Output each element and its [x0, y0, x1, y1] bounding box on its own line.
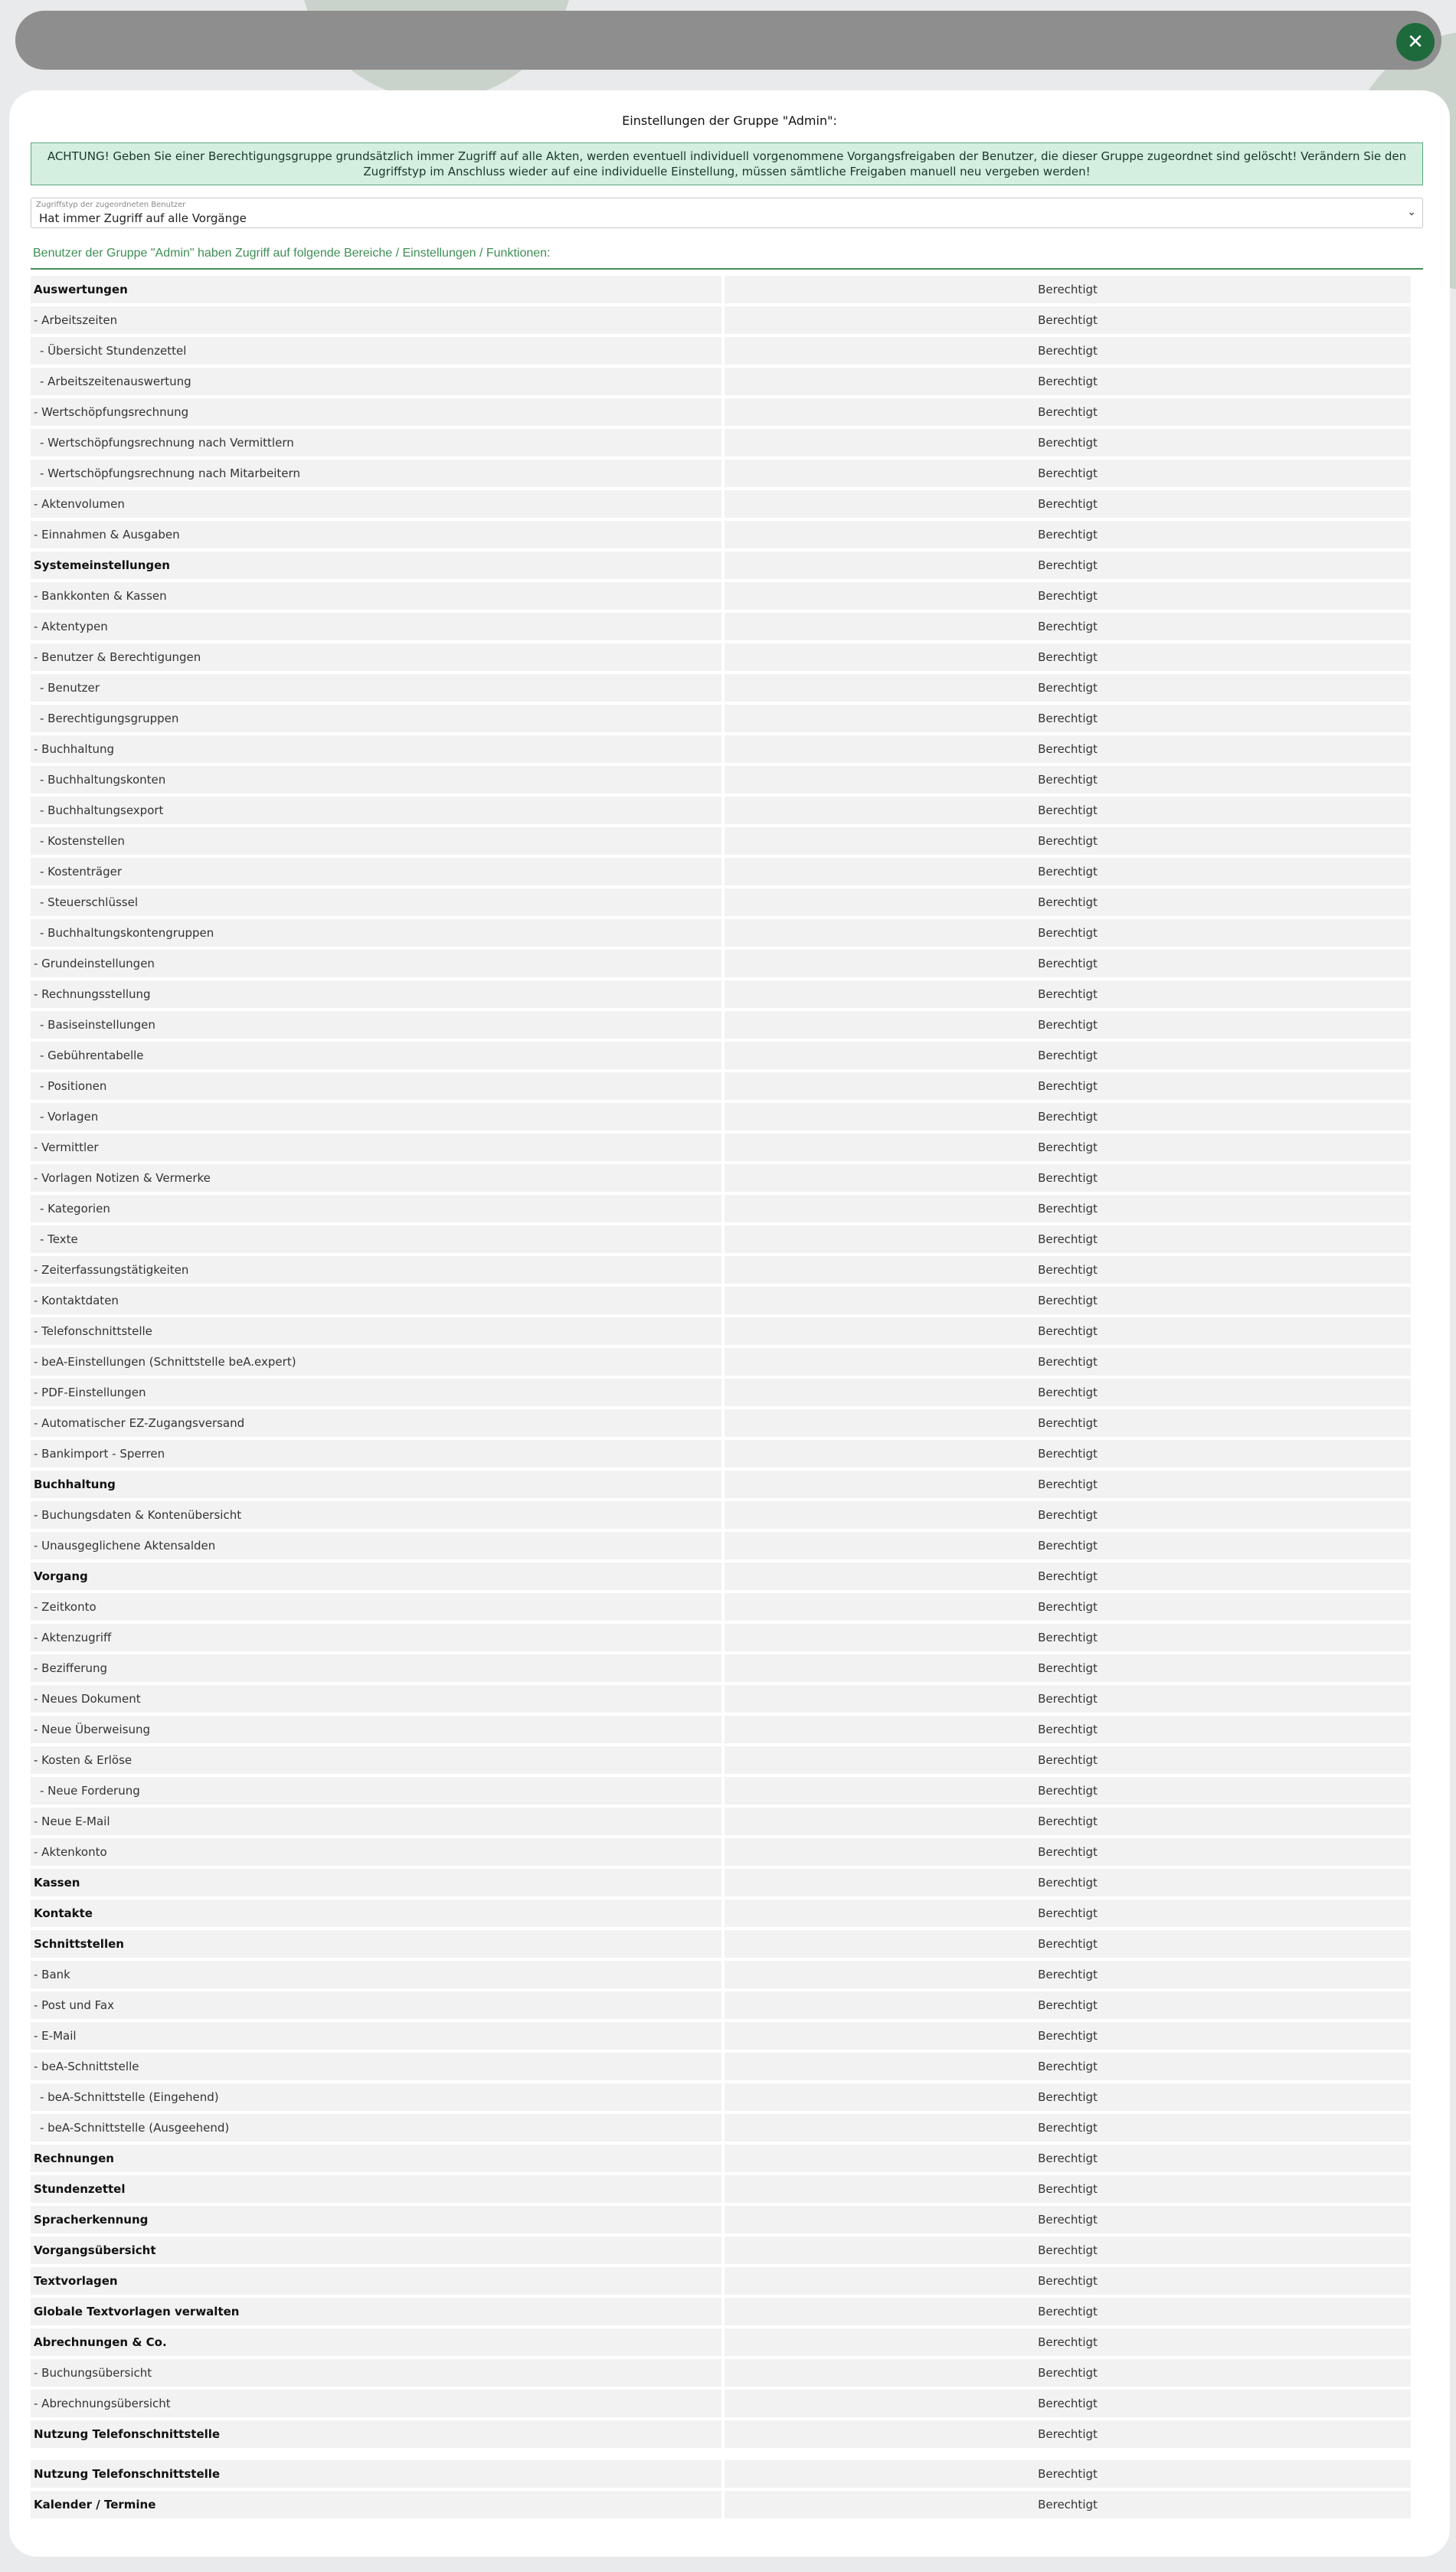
permission-status[interactable]: Berechtigt: [725, 1072, 1411, 1100]
permission-status[interactable]: Berechtigt: [725, 2206, 1411, 2233]
permissions-table: [31, 276, 1423, 2521]
permission-name: - Bezifferung: [31, 1654, 721, 1682]
permission-status[interactable]: Berechtigt: [725, 858, 1411, 885]
permission-name: - Buchhaltungskontengruppen: [31, 919, 721, 947]
permission-name: - Wertschöpfungsrechnung: [31, 398, 721, 426]
permission-status[interactable]: Berechtigt: [725, 1317, 1411, 1345]
permission-name: - Rechnungsstellung: [31, 980, 721, 1008]
permission-row: [31, 1042, 1423, 1072]
permission-status[interactable]: Berechtigt: [725, 613, 1411, 640]
permission-status[interactable]: Berechtigt: [725, 766, 1411, 794]
permission-row: [31, 643, 1423, 674]
permission-name: Nutzung Telefonschnittstelle: [31, 2460, 721, 2488]
permission-name: - Buchhaltungskonten: [31, 766, 721, 794]
permission-status[interactable]: Berechtigt: [725, 705, 1411, 732]
permission-status[interactable]: Berechtigt: [725, 1593, 1411, 1621]
permission-row: [31, 1379, 1423, 1409]
permission-name: - Bankimport - Sperren: [31, 1440, 721, 1468]
permission-row: [31, 306, 1423, 337]
top-bar: [15, 11, 1441, 70]
permission-row: [31, 1471, 1423, 1501]
group-settings-dialog: [9, 90, 1450, 2557]
permission-status[interactable]: Berechtigt: [725, 1777, 1411, 1805]
permission-status[interactable]: Berechtigt: [725, 306, 1411, 334]
permission-row: [31, 1287, 1423, 1317]
permission-name: - Texte: [31, 1225, 721, 1253]
permission-status[interactable]: Berechtigt: [725, 1287, 1411, 1314]
permissions-heading: Benutzer der Gruppe "Admin" haben Zugriff auf folgende Bereiche / Einstellungen / Funktionen:: [33, 247, 551, 260]
permission-status[interactable]: Berechtigt: [725, 1685, 1411, 1713]
permission-row: [31, 674, 1423, 705]
permission-status[interactable]: Berechtigt: [725, 1654, 1411, 1682]
permission-row: [31, 1808, 1423, 1838]
permission-name: - E-Mail: [31, 2022, 721, 2050]
permission-name: - beA-Schnittstelle (Eingehend): [31, 2083, 721, 2111]
permission-status[interactable]: Berechtigt: [725, 735, 1411, 763]
permission-status[interactable]: Berechtigt: [725, 2491, 1411, 2518]
permission-row: [31, 1624, 1423, 1654]
permission-status[interactable]: Berechtigt: [725, 1225, 1411, 1253]
permission-name: - Neue Forderung: [31, 1777, 721, 1805]
permission-row: [31, 2145, 1423, 2175]
close-icon: ✕: [1407, 31, 1424, 54]
permission-row: [31, 429, 1423, 460]
permission-status[interactable]: Berechtigt: [725, 1348, 1411, 1376]
permission-row: [31, 980, 1423, 1011]
permission-status[interactable]: Berechtigt: [725, 429, 1411, 456]
permission-status[interactable]: Berechtigt: [725, 521, 1411, 548]
permission-name: Systemeinstellungen: [31, 551, 721, 579]
permission-row: [31, 1838, 1423, 1869]
permission-name: Nutzung Telefonschnittstelle: [31, 2420, 721, 2448]
permission-row: [31, 1164, 1423, 1195]
permission-row: [31, 1961, 1423, 1991]
permission-status[interactable]: Berechtigt: [725, 1838, 1411, 1866]
permission-status[interactable]: Berechtigt: [725, 1256, 1411, 1284]
permission-status[interactable]: Berechtigt: [725, 1440, 1411, 1468]
permission-status[interactable]: Berechtigt: [725, 1164, 1411, 1192]
permission-name: Kassen: [31, 1869, 721, 1896]
dialog-title: Einstellungen der Gruppe "Admin":: [622, 113, 837, 128]
permission-row: [31, 551, 1423, 582]
warning-alert: ACHTUNG! Geben Sie einer Berechtigungsgruppe grundsätzlich immer Zugriff auf alle Akten, werden eventuell individuell vorgenommene Vorgangsfreigaben der Benutzer, die dieser Gruppe zugeordnet sind gelöscht! Verändern Sie den Zugriffstyp im Anschluss wieder auf eine individuelle Einstellung, müssen sämtliche Freigaben manuell neu vergeben werden!: [31, 142, 1423, 185]
permission-row: [31, 490, 1423, 521]
permission-name: - Aktenkonto: [31, 1838, 721, 1866]
permission-row: [31, 1532, 1423, 1563]
permission-row: [31, 1409, 1423, 1440]
permission-status[interactable]: Berechtigt: [725, 276, 1411, 303]
permission-row: [31, 2206, 1423, 2237]
permission-name: - Kostenträger: [31, 858, 721, 885]
permission-row: [31, 1777, 1423, 1808]
permission-status[interactable]: Berechtigt: [725, 1379, 1411, 1406]
permission-name: - Arbeitszeiten: [31, 306, 721, 334]
permission-row: [31, 2053, 1423, 2083]
permission-name: - Buchhaltungsexport: [31, 797, 721, 824]
permission-status[interactable]: Berechtigt: [725, 2420, 1411, 2448]
permission-row: [31, 2298, 1423, 2328]
permission-name: Spracherkennung: [31, 2206, 721, 2233]
permission-status[interactable]: Berechtigt: [725, 2175, 1411, 2203]
permission-row: [31, 1348, 1423, 1379]
permission-name: - Aktenzugriff: [31, 1624, 721, 1651]
permission-name: - Vorlagen Notizen & Vermerke: [31, 1164, 721, 1192]
divider: [31, 268, 1423, 270]
permission-row: [31, 1685, 1423, 1716]
permission-name: - beA-Einstellungen (Schnittstelle beA.expert): [31, 1348, 721, 1376]
permission-row: [31, 2420, 1423, 2460]
permission-status[interactable]: Berechtigt: [725, 2359, 1411, 2387]
permission-row: [31, 1869, 1423, 1900]
permission-row: [31, 2359, 1423, 2390]
access-type-value: Hat immer Zugriff auf alle Vorgänge: [39, 211, 247, 225]
permission-name: - Basiseinstellungen: [31, 1011, 721, 1039]
permission-row: [31, 1900, 1423, 1930]
permission-row: [31, 919, 1423, 950]
permission-status[interactable]: Berechtigt: [725, 1409, 1411, 1437]
permission-name: - Vermittler: [31, 1134, 721, 1161]
permission-name: Globale Textvorlagen verwalten: [31, 2298, 721, 2325]
permission-row: [31, 460, 1423, 490]
permission-row: [31, 1072, 1423, 1103]
permission-name: - Benutzer: [31, 674, 721, 702]
permission-status[interactable]: Berechtigt: [725, 1103, 1411, 1131]
permission-status[interactable]: Berechtigt: [725, 950, 1411, 977]
permission-row: [31, 1317, 1423, 1348]
permission-name: Buchhaltung: [31, 1471, 721, 1498]
permission-name: Schnittstellen: [31, 1930, 721, 1958]
permission-row: [31, 2022, 1423, 2053]
permission-status[interactable]: Berechtigt: [725, 827, 1411, 855]
permission-row: [31, 827, 1423, 858]
permission-row: [31, 735, 1423, 766]
permission-row: [31, 1593, 1423, 1624]
permission-status[interactable]: Berechtigt: [725, 2298, 1411, 2325]
permission-name: - Kostenstellen: [31, 827, 721, 855]
permission-row: [31, 613, 1423, 643]
permission-name: - Arbeitszeitenauswertung: [31, 368, 721, 395]
permission-name: Kalender / Termine: [31, 2491, 721, 2518]
permission-name: - Kategorien: [31, 1195, 721, 1222]
permission-status[interactable]: Berechtigt: [725, 797, 1411, 824]
permission-name: - Automatischer EZ-Zugangsversand: [31, 1409, 721, 1437]
permission-name: - Einnahmen & Ausgaben: [31, 521, 721, 548]
permission-row: [31, 1654, 1423, 1685]
permission-status[interactable]: Berechtigt: [725, 582, 1411, 610]
permission-row: [31, 1501, 1423, 1532]
permission-name: - Übersicht Stundenzettel: [31, 337, 721, 365]
permission-name: - Aktenvolumen: [31, 490, 721, 518]
permission-status[interactable]: Berechtigt: [725, 490, 1411, 518]
permission-name: - Wertschöpfungsrechnung nach Vermittlern: [31, 429, 721, 456]
permission-row: [31, 2237, 1423, 2267]
permission-status[interactable]: Berechtigt: [725, 398, 1411, 426]
permission-status[interactable]: Berechtigt: [725, 1195, 1411, 1222]
permission-row: [31, 521, 1423, 551]
chevron-down-icon: ⌄: [1407, 206, 1416, 218]
permission-row: [31, 1195, 1423, 1225]
permission-status[interactable]: Berechtigt: [725, 1011, 1411, 1039]
permission-status[interactable]: Berechtigt: [725, 1961, 1411, 1988]
permission-row: [31, 766, 1423, 797]
permission-name: - Berechtigungsgruppen: [31, 705, 721, 732]
permission-row: [31, 2328, 1423, 2359]
permission-name: Kontakte: [31, 1900, 721, 1927]
permission-name: Abrechnungen & Co.: [31, 2328, 721, 2356]
close-button[interactable]: [1396, 23, 1435, 61]
permission-status[interactable]: Berechtigt: [725, 2460, 1411, 2488]
permission-status[interactable]: Berechtigt: [725, 2145, 1411, 2172]
permission-row: [31, 950, 1423, 980]
permission-name: - Post und Fax: [31, 1991, 721, 2019]
permission-name: - Abrechnungsübersicht: [31, 2390, 721, 2417]
permission-row: [31, 858, 1423, 888]
permission-status[interactable]: Berechtigt: [725, 1869, 1411, 1896]
permission-row: [31, 1011, 1423, 1042]
permission-name: - Bankkonten & Kassen: [31, 582, 721, 610]
permission-status[interactable]: Berechtigt: [725, 1471, 1411, 1498]
permission-name: - Kontaktdaten: [31, 1287, 721, 1314]
permission-row: [31, 582, 1423, 613]
permission-row: [31, 1225, 1423, 1256]
permission-name: - Steuerschlüssel: [31, 888, 721, 916]
permission-row: [31, 2267, 1423, 2298]
permission-status[interactable]: Berechtigt: [725, 2053, 1411, 2080]
permission-status[interactable]: Berechtigt: [725, 1808, 1411, 1835]
permission-name: - Neue Überweisung: [31, 1716, 721, 1743]
permission-row: [31, 337, 1423, 368]
permission-status[interactable]: Berechtigt: [725, 2390, 1411, 2417]
permission-status[interactable]: Berechtigt: [725, 888, 1411, 916]
permission-name: Stundenzettel: [31, 2175, 721, 2203]
permission-row: [31, 797, 1423, 827]
permission-row: [31, 1930, 1423, 1961]
access-type-label: Zugriffstyp der zugeordneten Benutzer: [36, 201, 186, 209]
permission-row: [31, 2491, 1423, 2521]
permission-row: [31, 1563, 1423, 1593]
permission-name: - Benutzer & Berechtigungen: [31, 643, 721, 671]
permission-row: [31, 368, 1423, 398]
permission-status[interactable]: Berechtigt: [725, 1532, 1411, 1559]
permission-name: - Grundeinstellungen: [31, 950, 721, 977]
permission-name: - Bank: [31, 1961, 721, 1988]
permission-name: Textvorlagen: [31, 2267, 721, 2295]
permission-status[interactable]: Berechtigt: [725, 1900, 1411, 1927]
permission-row: [31, 1103, 1423, 1134]
permission-name: - Buchungsdaten & Kontenübersicht: [31, 1501, 721, 1529]
permission-row: [31, 2114, 1423, 2145]
permission-name: - Wertschöpfungsrechnung nach Mitarbeitern: [31, 460, 721, 487]
permission-name: - Zeitkonto: [31, 1593, 721, 1621]
permission-status[interactable]: Berechtigt: [725, 1991, 1411, 2019]
permission-row: [31, 1134, 1423, 1164]
permission-name: - Buchhaltung: [31, 735, 721, 763]
permission-row: [31, 1991, 1423, 2022]
permission-row: [31, 705, 1423, 735]
permission-row: [31, 888, 1423, 919]
permission-name: - beA-Schnittstelle: [31, 2053, 721, 2080]
permission-status[interactable]: Berechtigt: [725, 368, 1411, 395]
permission-name: - Neues Dokument: [31, 1685, 721, 1713]
permission-row: [31, 2390, 1423, 2420]
permission-row: [31, 1746, 1423, 1777]
permission-row: [31, 1716, 1423, 1746]
permission-name: Auswertungen: [31, 276, 721, 303]
permission-status[interactable]: Berechtigt: [725, 1746, 1411, 1774]
permission-status[interactable]: Berechtigt: [725, 2328, 1411, 2356]
permission-name: - Unausgeglichene Aktensalden: [31, 1532, 721, 1559]
permission-status[interactable]: Berechtigt: [725, 2022, 1411, 2050]
permission-status[interactable]: Berechtigt: [725, 2267, 1411, 2295]
permission-status[interactable]: Berechtigt: [725, 674, 1411, 702]
permission-status[interactable]: Berechtigt: [725, 919, 1411, 947]
permission-name: Rechnungen: [31, 2145, 721, 2172]
permission-status[interactable]: Berechtigt: [725, 1716, 1411, 1743]
permission-status[interactable]: Berechtigt: [725, 337, 1411, 365]
permission-name: - Vorlagen: [31, 1103, 721, 1131]
permission-status[interactable]: Berechtigt: [725, 2237, 1411, 2264]
permission-name: - Aktentypen: [31, 613, 721, 640]
permission-row: [31, 2175, 1423, 2206]
access-type-select[interactable]: [31, 198, 1423, 228]
permission-status[interactable]: Berechtigt: [725, 551, 1411, 579]
permission-status[interactable]: Berechtigt: [725, 980, 1411, 1008]
permission-name: Vorgang: [31, 1563, 721, 1590]
permission-row: [31, 1256, 1423, 1287]
permission-name: - PDF-Einstellungen: [31, 1379, 721, 1406]
permission-status[interactable]: Berechtigt: [725, 1563, 1411, 1590]
permission-status[interactable]: Berechtigt: [725, 460, 1411, 487]
permission-name: - Gebührentabelle: [31, 1042, 721, 1069]
permission-row: [31, 2083, 1423, 2114]
permission-status[interactable]: Berechtigt: [725, 2114, 1411, 2142]
permission-name: - Neue E-Mail: [31, 1808, 721, 1835]
permission-status[interactable]: Berechtigt: [725, 1501, 1411, 1529]
permission-status[interactable]: Berechtigt: [725, 1624, 1411, 1651]
permission-row: [31, 398, 1423, 429]
permission-row: [31, 1440, 1423, 1471]
permission-row: [31, 2460, 1423, 2491]
permission-status[interactable]: Berechtigt: [725, 643, 1411, 671]
permission-row: [31, 276, 1423, 306]
permission-status[interactable]: Berechtigt: [725, 1134, 1411, 1161]
permission-status[interactable]: Berechtigt: [725, 2083, 1411, 2111]
permission-status[interactable]: Berechtigt: [725, 1042, 1411, 1069]
permission-status[interactable]: Berechtigt: [725, 1930, 1411, 1958]
permission-name: - Buchungsübersicht: [31, 2359, 721, 2387]
permission-name: - Zeiterfassungstätigkeiten: [31, 1256, 721, 1284]
permission-name: - Kosten & Erlöse: [31, 1746, 721, 1774]
permission-name: - Positionen: [31, 1072, 721, 1100]
permission-name: - Telefonschnittstelle: [31, 1317, 721, 1345]
permission-name: Vorgangsübersicht: [31, 2237, 721, 2264]
permission-name: - beA-Schnittstelle (Ausgeehend): [31, 2114, 721, 2142]
